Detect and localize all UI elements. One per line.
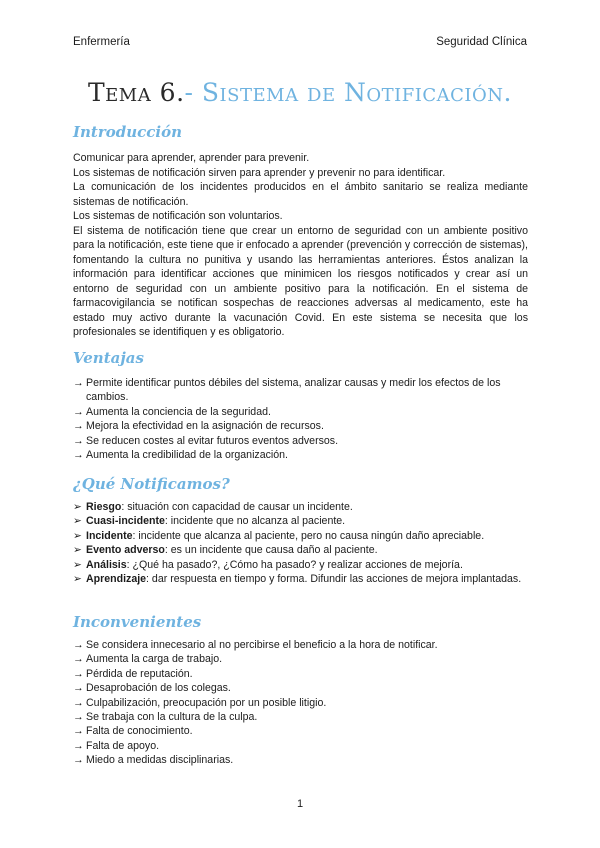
list-item: ➢ Incidente: incidente que alcanza al paciente, pero no causa ningún daño apreciable. <box>73 529 485 542</box>
arrowhead-bullet-icon: ➢ <box>73 558 82 571</box>
arrow-icon: → <box>73 696 84 709</box>
list-item: ➢ Aprendizaje: dar respuesta en tiempo y forma. Difundir las acciones de mejora implantadas. <box>73 573 522 586</box>
list-item: ➢ Análisis: ¿Qué ha pasado?, ¿Cómo ha pasado? y realizar acciones de mejoría. <box>73 558 463 571</box>
list-item: → Miedo a medidas disciplinarias. <box>73 754 234 767</box>
heading-que-notificamos: ¿Qué Notificamos? <box>73 475 230 493</box>
list-item: ➢ Evento adverso: es un incidente que causa daño al paciente. <box>73 544 378 557</box>
arrow-icon: → <box>73 739 84 752</box>
heading-introduccion: Introducción <box>73 123 183 141</box>
arrowhead-bullet-icon: ➢ <box>73 501 82 513</box>
list-item: ➢ Riesgo: situación con capacidad de causar un incidente. <box>73 501 353 513</box>
arrowhead-bullet-icon: ➢ <box>73 515 82 528</box>
arrowhead-bullet-icon: ➢ <box>73 544 82 557</box>
list-item: → Se considera innecesario al no percibirse el beneficio a la hora de notificar. <box>73 639 438 651</box>
intro-paragraph: Los sistemas de notificación sirven para aprender y prevenir no para identificar. <box>73 166 446 179</box>
arrowhead-bullet-icon: ➢ <box>73 573 82 586</box>
list-item: → Mejora la efectividad en la asignación de recursos. <box>73 420 324 433</box>
header-topic: Seguridad Clínica <box>436 36 527 48</box>
list-item: → Aumenta la credibilidad de la organización. <box>73 449 288 462</box>
inconvenientes-list <box>73 638 533 768</box>
intro-paragraph: La comunicación de los incidentes producidos en el ámbito sanitario se realiza mediante sistemas de notificación. <box>73 181 528 208</box>
list-item: → Permite identificar puntos débiles del sistema, analizar causas y medir los efectos de los cambios. <box>73 377 501 404</box>
intro-text <box>73 151 528 340</box>
intro-paragraph: Los sistemas de notificación son voluntarios. <box>73 210 283 222</box>
list-item: → Desaprobación de los colegas. <box>73 682 231 695</box>
intro-paragraph: Comunicar para aprender, aprender para prevenir. <box>73 152 310 164</box>
list-item: → Se trabaja con la cultura de la culpa. <box>73 711 258 724</box>
arrow-icon: → <box>73 420 84 433</box>
page-title <box>0 78 600 107</box>
arrow-icon: → <box>73 434 84 447</box>
list-item: → Aumenta la carga de trabajo. <box>73 653 223 666</box>
arrow-icon: → <box>73 377 84 389</box>
heading-ventajas: Ventajas <box>73 349 144 367</box>
arrow-icon: → <box>73 639 84 651</box>
title-name: - Sistema de Notificación. <box>184 78 512 107</box>
arrow-icon: → <box>73 449 84 462</box>
arrow-icon: → <box>73 667 84 680</box>
header-subject: Enfermería <box>73 36 130 48</box>
heading-inconvenientes: Inconvenientes <box>73 613 202 631</box>
arrow-icon: → <box>73 682 84 695</box>
ventajas-list <box>73 376 533 462</box>
arrow-icon: → <box>73 711 84 724</box>
page-number: 1 <box>296 798 304 810</box>
list-item: → Pérdida de reputación. <box>73 667 193 680</box>
arrow-icon: → <box>73 725 84 738</box>
list-item: ➢ Cuasi-incidente: incidente que no alcanza al paciente. <box>73 515 346 528</box>
arrow-icon: → <box>73 754 84 767</box>
list-item: → Falta de conocimiento. <box>73 725 193 738</box>
arrow-icon: → <box>73 405 84 418</box>
title-number: Tema 6. <box>87 78 185 107</box>
notificamos-list <box>73 500 533 586</box>
list-item: → Culpabilización, preocupación por un posible litigio. <box>73 696 327 709</box>
arrowhead-bullet-icon: ➢ <box>73 529 82 542</box>
list-item: → Se reducen costes al evitar futuros eventos adversos. <box>73 434 339 447</box>
arrow-icon: → <box>73 653 84 666</box>
intro-paragraph: El sistema de notificación tiene que crear un entorno de seguridad con un ambiente positivo para la notificación, este tiene que ir enfocado a aprender (prevención y corrección de sistemas), fomentando la cultura no punitiva y usando las herramientas anteriores. Éstos analizan la información para identificar acciones que minimicen los riesgos notificados y crear así un entorno de seguridad con un ambiente positivo para la notificación. En el sistema de farmacovigilancia se notifican sospechas de reacciones adversas al medicamento, este ha estado muy activo durante la vacunación Covid. En este sistema se necesita que los profesionales se identifiquen y es obligatorio. <box>73 224 528 338</box>
list-item: → Falta de apoyo. <box>73 739 160 752</box>
list-item: → Aumenta la conciencia de la seguridad. <box>73 405 271 418</box>
